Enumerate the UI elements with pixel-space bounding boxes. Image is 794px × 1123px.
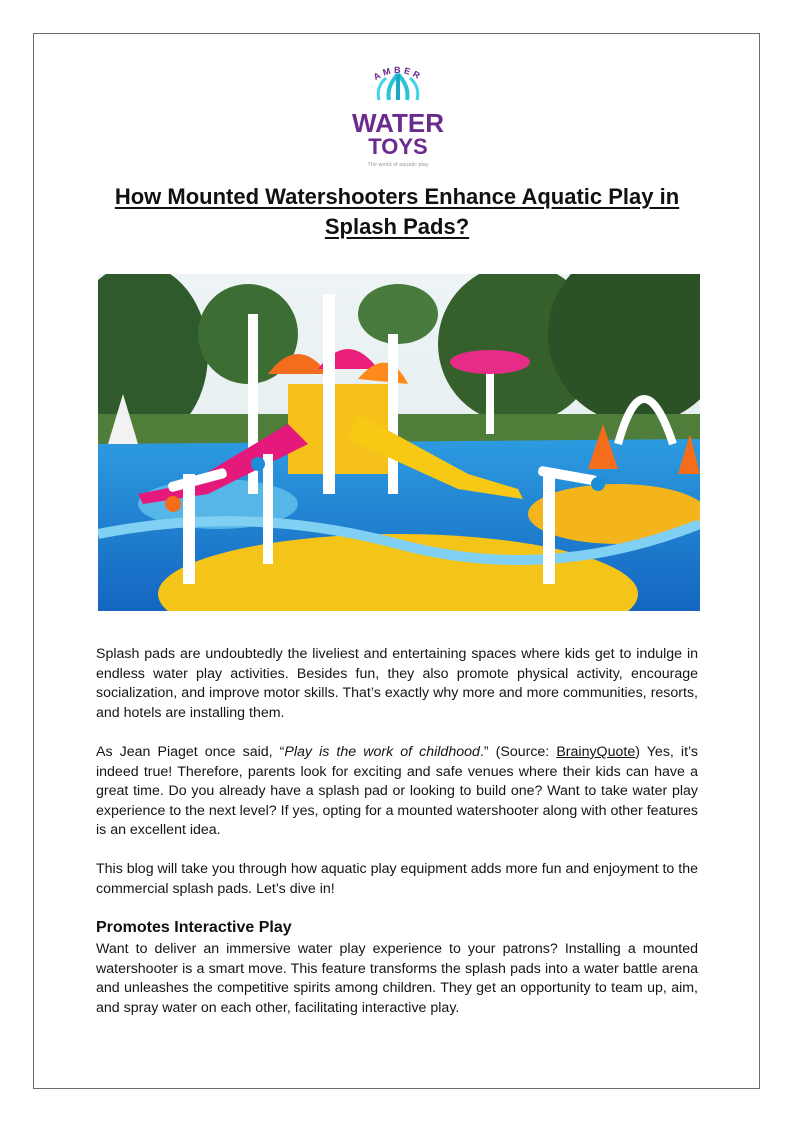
paragraph-blog-intro: This blog will take you through how aquatic play equipment adds more fun and enjoyment to the commercial splash pads. Let’s dive in! [96, 861, 698, 897]
paragraph-quote [96, 743, 698, 841]
section-heading-interactive-play: Promotes Interactive Play [96, 919, 292, 936]
paragraph-intro: Splash pads are undoubtedly the liveliest and entertaining spaces where kids get to indulge in endless water play activities. Besides fun, they also promote physical activity, encourage socialization, and improve motor skills. That’s exactly why more and more communities, resorts, and hotels are installing them. [96, 646, 698, 721]
hero-image [98, 274, 700, 611]
logo-word-water: WATER [352, 108, 444, 138]
paragraph-interactive-play: Want to deliver an immersive water play experience to your patrons? Installing a mounted watershooter is a smart move. This feature transforms the splash pads into a water battle arena and unleashes the competitive spirits among children. They get an opportunity to team up, aim, and spray water on each other, facilitating interactive play. [96, 941, 698, 1016]
logo-tagline: The world of aquatic play [367, 162, 429, 168]
quote-lead: As Jean Piaget once said, “ [96, 744, 285, 760]
quote-text: Play is the work of childhood [284, 744, 480, 760]
page-title: How Mounted Watershooters Enhance Aquatic Play in Splash Pads? [114, 184, 680, 239]
logo-word-toys: TOYS [368, 134, 428, 159]
quote-follow: ) Yes, it’s indeed true! Therefore, parents look for exciting and safe venues where their kids can have a great time. Do you already have a splash pad or looking to build one? Want to take water play experience to the next level? If yes, opting for a mounted watershooter along with other features is an excellent idea. [96, 744, 699, 838]
quote-source-prefix: .” (Source: [479, 744, 557, 760]
amber-water-toys-logo [343, 60, 453, 172]
logo-arc-text: AMBER [371, 64, 425, 83]
brainyquote-link[interactable]: BrainyQuote [556, 744, 636, 760]
